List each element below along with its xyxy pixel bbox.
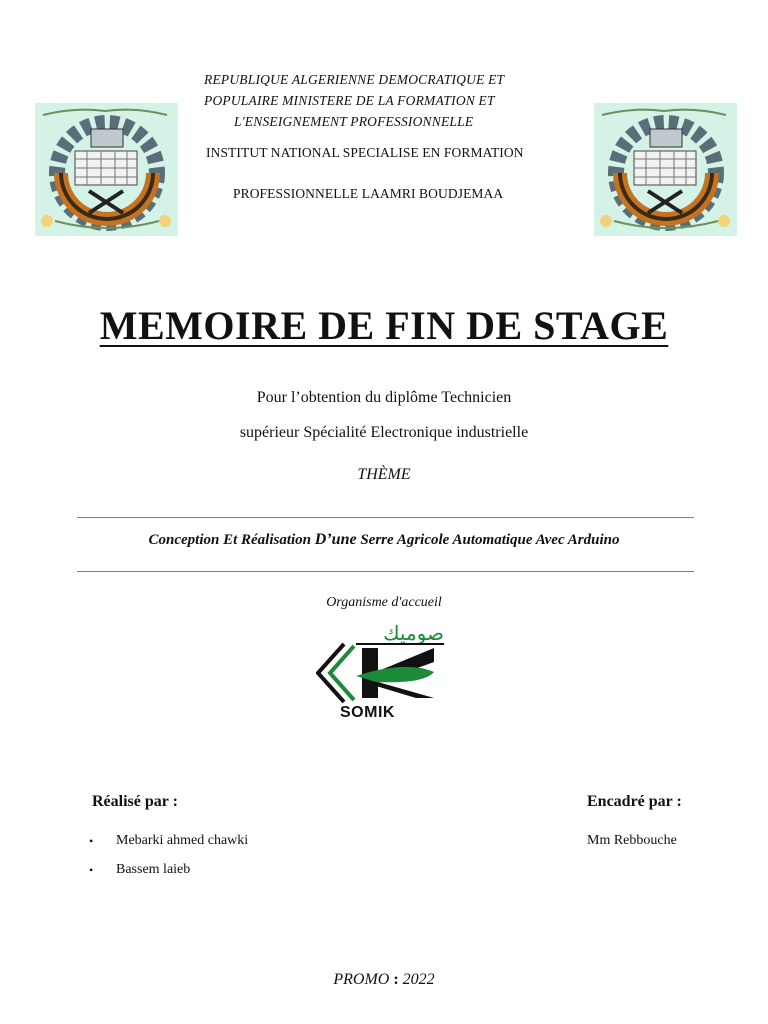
promo-label: PROMO (333, 971, 390, 988)
promo-line (0, 971, 768, 989)
theme-rule-top (77, 517, 694, 518)
theme-title (0, 531, 768, 549)
institute-emblem-icon (35, 103, 178, 236)
somik-name: SOMIK (340, 704, 395, 721)
document-title: MEMOIRE DE FIN DE STAGE (99, 303, 669, 348)
list-item-student: • Mebarki ahmed chawki (116, 833, 248, 862)
institute-logo-right (594, 103, 737, 236)
encadre-par-label: Encadré par : (587, 793, 682, 810)
host-label: Organisme d'accueil (326, 595, 442, 610)
somik-logo (316, 622, 446, 722)
header-line-institut-name: PROFESSIONNELLE LAAMRI BOUDJEMAA (233, 186, 504, 201)
header-line-enseignement: L'ENSEIGNEMENT PROFESSIONNELLE (234, 114, 474, 129)
institute-logo-left (35, 103, 178, 236)
theme-title-part3: Serre Agricole Automatique Avec Arduino (356, 532, 620, 548)
theme-rule-bottom (77, 571, 694, 572)
header-line-institut: INSTITUT NATIONAL SPECIALISE EN FORMATION (206, 145, 524, 160)
subtitle-diploma: Pour l’obtention du diplôme Technicien (256, 389, 512, 406)
header-line-republic: REPUBLIQUE ALGERIENNE DEMOCRATIQUE ET (204, 72, 505, 87)
somik-k-icon (316, 642, 446, 704)
supervisor-name: Mm Rebbouche (587, 833, 677, 848)
header-line-ministry: POPULAIRE MINISTERE DE LA FORMATION ET (204, 93, 495, 108)
subtitle-specialty: supérieur Spécialité Electronique industrielle (239, 424, 529, 441)
students-list (116, 833, 248, 891)
theme-title-part2: D’une (314, 531, 357, 548)
theme-title-part1: Conception Et Réalisation (148, 532, 315, 548)
list-item-student: • Bassem laieb (116, 862, 248, 891)
promo-year: 2022 (402, 971, 435, 988)
somik-arabic-text: صوميك (383, 621, 444, 645)
theme-label: THÈME (357, 466, 411, 483)
promo-separator: : (389, 971, 403, 988)
realise-par-label: Réalisé par : (92, 793, 178, 810)
institute-emblem-icon (594, 103, 737, 236)
